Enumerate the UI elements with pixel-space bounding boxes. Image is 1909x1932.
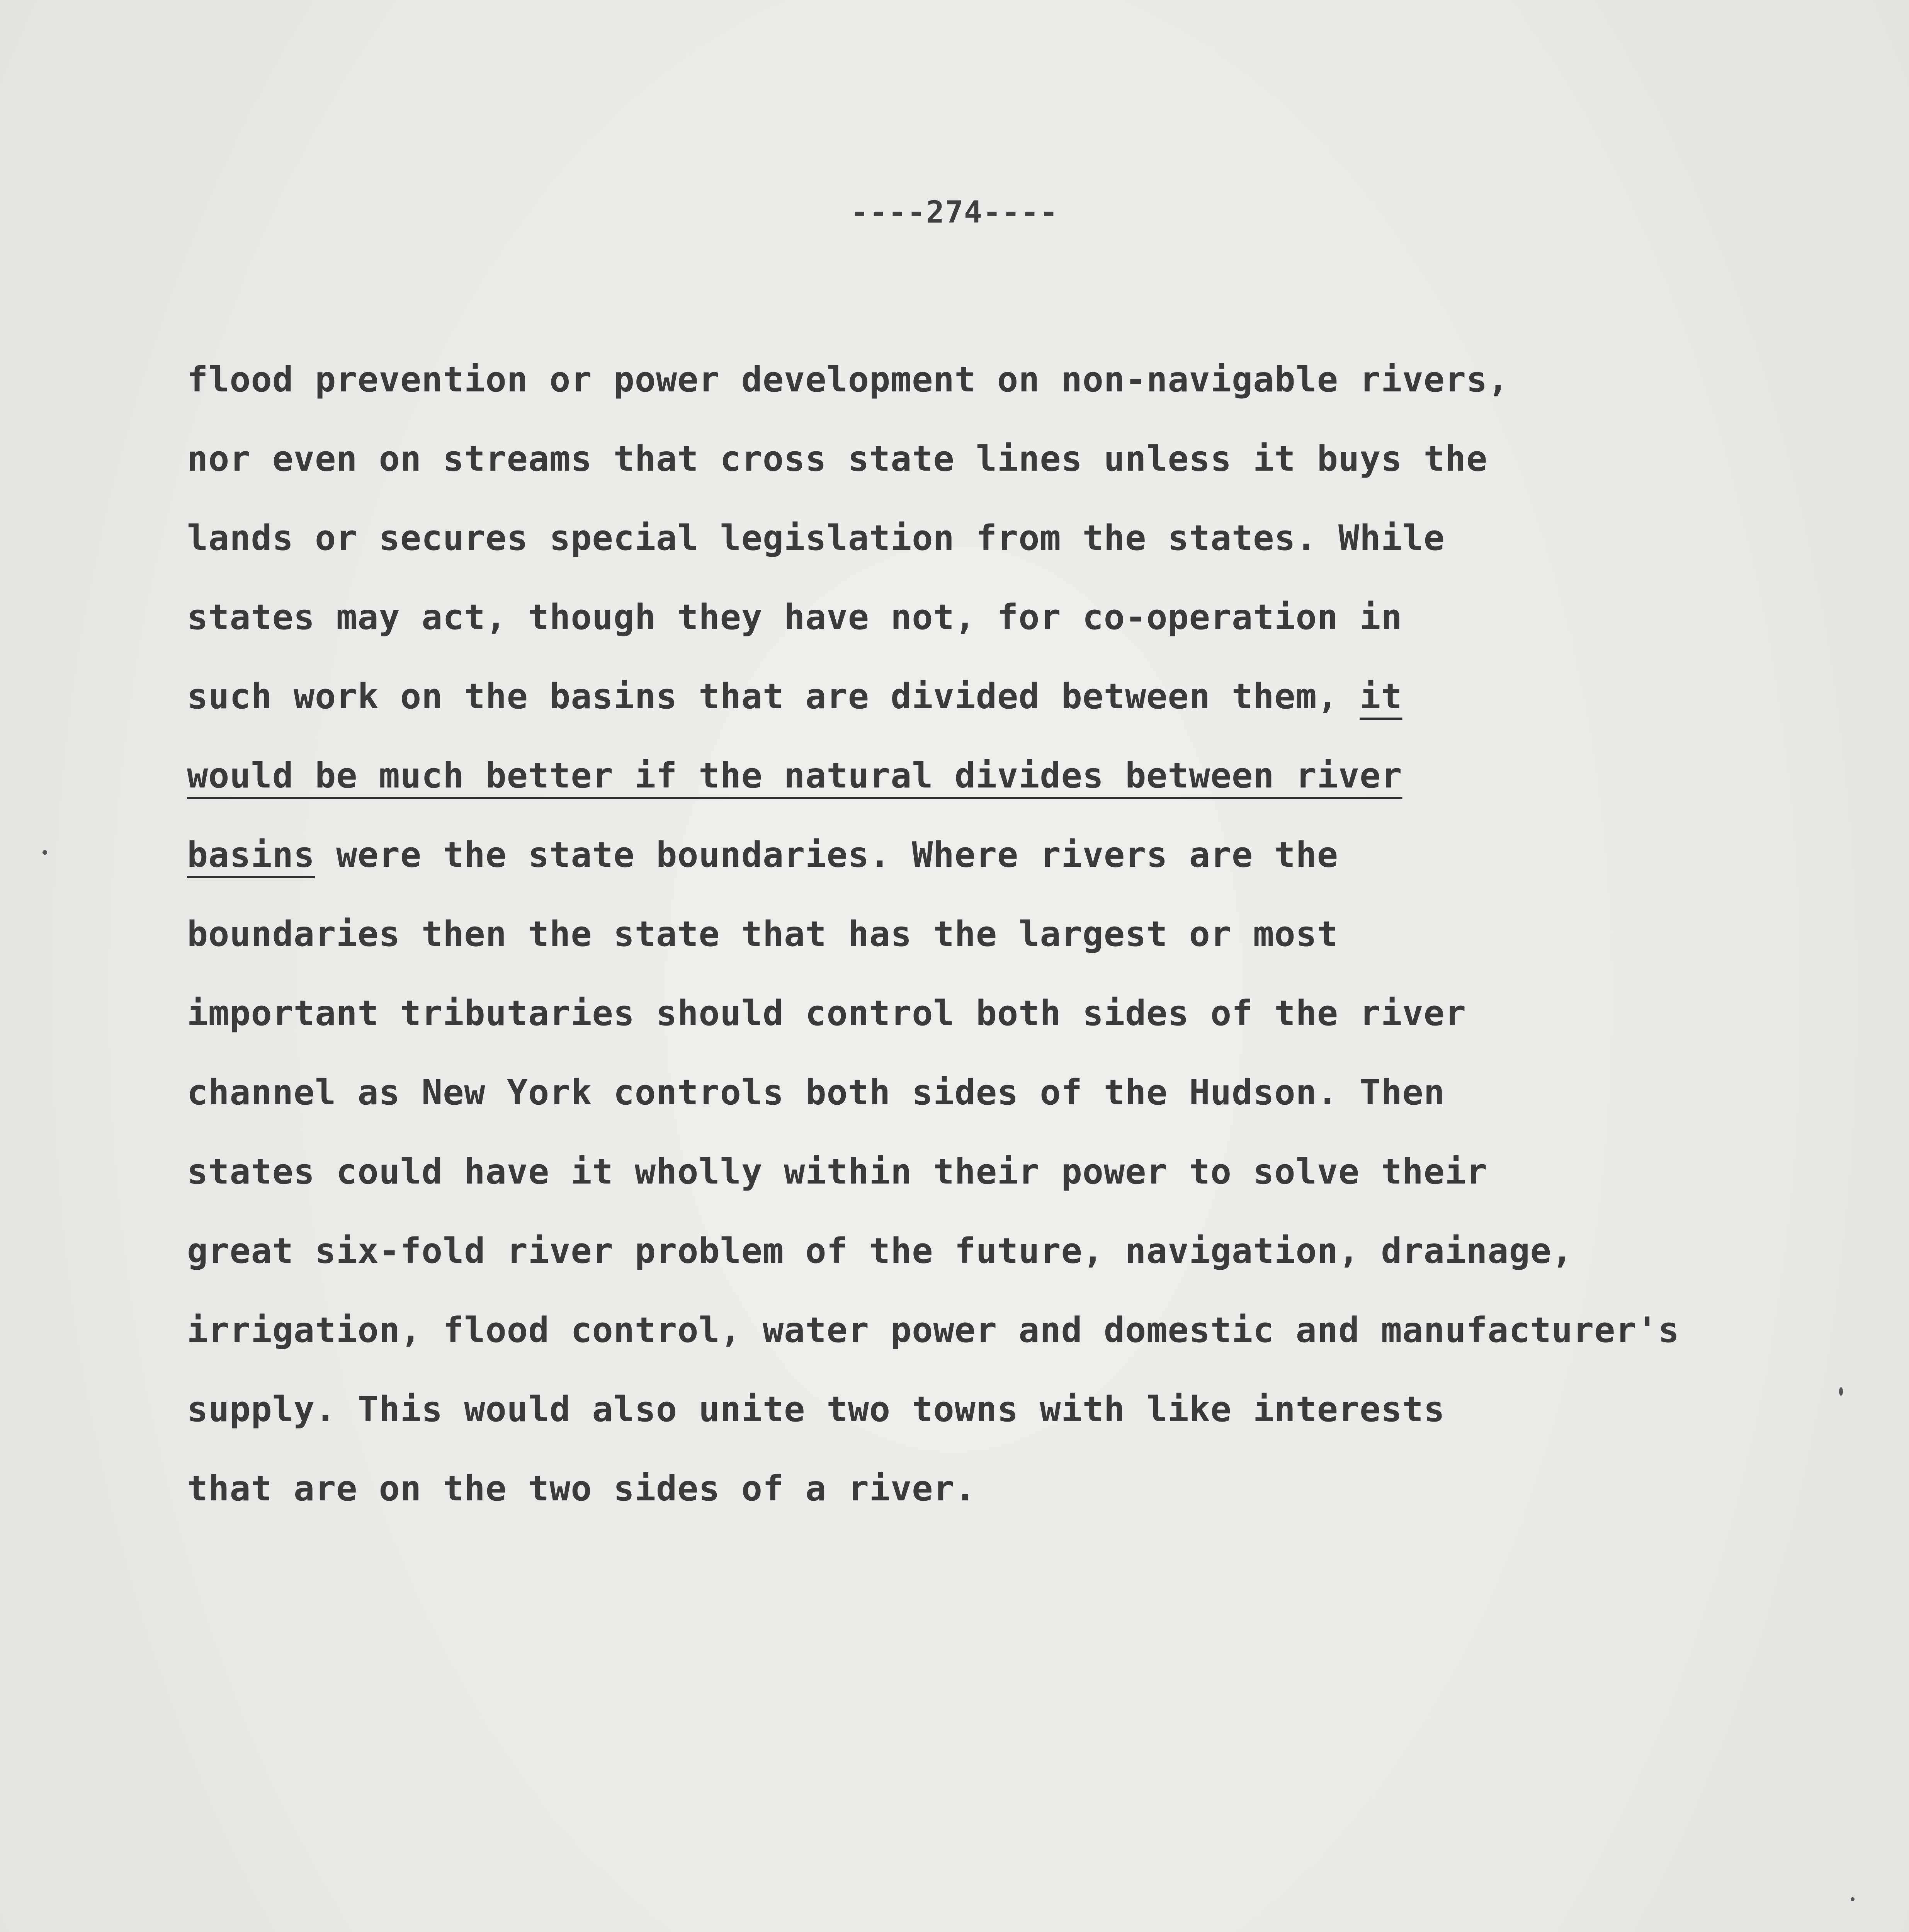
text-line-5-plain: such work on the basins that are divided between them, [187,676,1360,717]
text-line-15: that are on the two sides of a river. [187,1468,976,1509]
text-line-2: nor even on streams that cross state lines unless it buys the [187,439,1488,479]
body-paragraph [187,340,1848,1528]
text-line-7 [187,815,1848,895]
text-line-8: boundaries then the state that has the largest or most [187,914,1338,954]
paper-speck [42,850,47,855]
text-line-4: states may act, though they have not, for co-operation in [187,597,1402,638]
underlined-text: basins [187,835,315,875]
underlined-text: would be much better if the natural divides between river [187,755,1402,796]
text-line-6 [187,736,1848,815]
text-line-3: lands or secures special legislation from the states. While [187,518,1445,558]
text-line-11: states could have it wholly within their power to solve their [187,1151,1488,1192]
text-line-1: flood prevention or power development on non-navigable rivers, [187,359,1509,400]
text-line-14: supply. This would also unite two towns with like interests [187,1389,1445,1430]
text-line-9: important tributaries should control both sides of the river [187,993,1467,1034]
page-number: ----274---- [850,195,1059,230]
text-line-12: great six-fold river problem of the future, navigation, drainage, [187,1231,1573,1271]
text-line-7-plain: were the state boundaries. Where rivers are the [315,835,1338,875]
text-line-13: irrigation, flood control, water power and domestic and manufacturer's [187,1310,1680,1350]
paper-speck [1851,1897,1855,1901]
text-line-5 [187,657,1848,736]
paper-speck [1839,1387,1843,1396]
text-line-10: channel as New York controls both sides of the Hudson. Then [187,1072,1445,1113]
underlined-text: it [1360,676,1402,717]
